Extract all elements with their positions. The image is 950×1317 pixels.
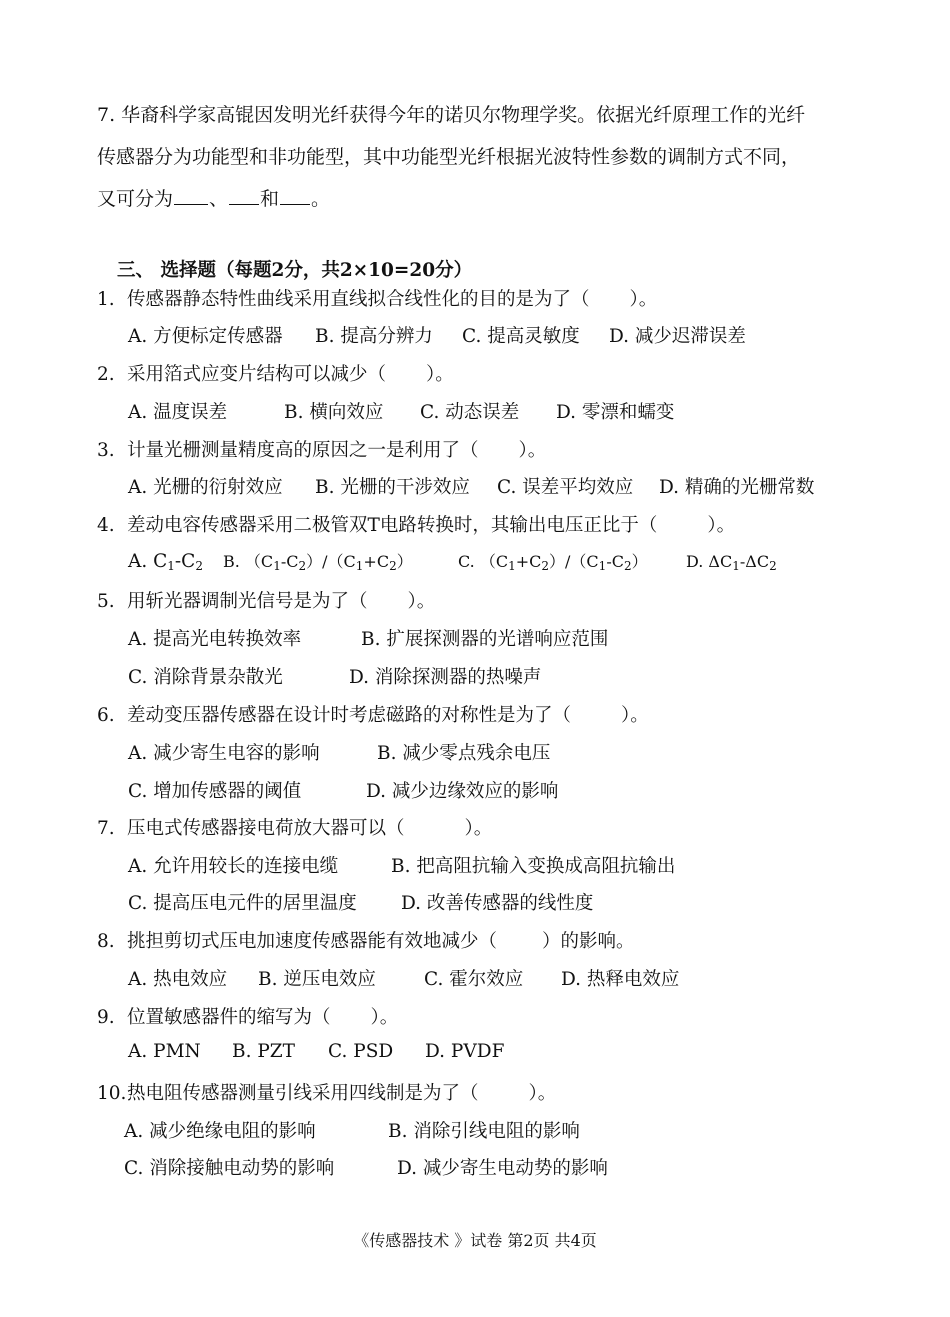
q7-line-3: 又可分为 、 和 。 xyxy=(97,180,857,218)
question-2: 2. 采用箔式应变片结构可以减少（ ）。 xyxy=(97,364,454,385)
options-5b xyxy=(128,663,541,689)
option-b[interactable]: B. 提高分辨力 xyxy=(315,326,433,347)
options-9 xyxy=(128,1041,504,1062)
question-3: 3. 计量光栅测量精度高的原因之一是利用了（ ）。 xyxy=(97,440,547,461)
question-10: 10.热电阻传感器测量引线采用四线制是为了（ ）。 xyxy=(97,1083,557,1104)
option-b[interactable]: B. 减少零点残余电压 xyxy=(377,743,551,764)
option-c[interactable]: C. 消除背景杂散光 xyxy=(128,667,283,688)
option-a[interactable]: A. 允许用较长的连接电缆 xyxy=(128,856,339,877)
option-c[interactable]: C. 提高灵敏度 xyxy=(462,326,580,347)
options-4 xyxy=(128,549,777,573)
option-a[interactable]: A. 温度误差 xyxy=(128,402,228,423)
question-9: 9. 位置敏感器件的缩写为（ ）。 xyxy=(97,1007,399,1028)
option-b[interactable]: B. $(C_1-C_2)/(C_1+C_2)$ xyxy=(223,552,413,573)
option-b[interactable]: B. 扩展探测器的光谱响应范围 xyxy=(361,629,609,650)
option-d[interactable]: D. 热释电效应 xyxy=(561,969,680,990)
option-a[interactable]: A. PMN xyxy=(128,1041,201,1062)
question-4: 4. 差动电容传感器采用二极管双T电路转换时，其输出电压正比于（ ）。 xyxy=(97,515,736,536)
options-10a xyxy=(124,1117,580,1143)
option-a[interactable]: A. 方便标定传感器 xyxy=(128,326,283,347)
option-a[interactable]: A. $C_1-C_2$ xyxy=(128,551,203,573)
options-8 xyxy=(128,965,679,991)
answer-blank-3[interactable] xyxy=(280,184,310,205)
options-7b xyxy=(128,889,593,915)
question-6: 6. 差动变压器传感器在设计时考虑磁路的对称性是为了（ ）。 xyxy=(97,705,649,726)
option-b[interactable]: B. 光栅的干涉效应 xyxy=(315,477,470,498)
option-a[interactable]: A. 热电效应 xyxy=(128,969,228,990)
q7-line-1: 7. 华裔科学家高锟因发明光纤获得今年的诺贝尔物理学奖。依据光纤原理工作的光纤 xyxy=(97,104,806,126)
option-c[interactable]: C. 提高压电元件的居里温度 xyxy=(128,893,357,914)
option-c[interactable]: C. $(C_1+C_2)/(C_1-C_2)$ xyxy=(458,552,648,573)
option-d[interactable]: D. 精确的光栅常数 xyxy=(659,477,815,498)
options-3 xyxy=(128,473,814,499)
option-b[interactable]: B. 把高阻抗输入变换成高阻抗输出 xyxy=(391,856,676,877)
section-heading-choice: 三、 选择题（每题2分，共2×10=20分） xyxy=(117,260,473,281)
option-a[interactable]: A. 光栅的衍射效应 xyxy=(128,477,283,498)
option-b[interactable]: B. 消除引线电阻的影响 xyxy=(388,1121,580,1142)
option-d[interactable]: D. 减少寄生电动势的影响 xyxy=(397,1158,608,1179)
options-6a xyxy=(128,739,550,765)
options-5a xyxy=(128,625,608,651)
option-c[interactable]: C. PSD xyxy=(328,1041,394,1062)
option-d[interactable]: D. 减少迟滞误差 xyxy=(609,326,746,347)
option-a[interactable]: A. 提高光电转换效率 xyxy=(128,629,302,650)
option-c[interactable]: C. 消除接触电动势的影响 xyxy=(124,1158,335,1179)
option-d[interactable]: D. 改善传感器的线性度 xyxy=(401,893,594,914)
options-1 xyxy=(128,322,746,348)
option-c[interactable]: C. 误差平均效应 xyxy=(497,477,634,498)
option-d[interactable]: D. 消除探测器的热噪声 xyxy=(349,667,542,688)
option-b[interactable]: B. 逆压电效应 xyxy=(258,969,376,990)
options-10b xyxy=(124,1154,608,1180)
question-7: 7. 压电式传感器接电荷放大器可以（ ）。 xyxy=(97,818,493,839)
option-b[interactable]: B. PZT xyxy=(232,1041,295,1062)
option-d[interactable]: D. 零漂和蠕变 xyxy=(556,402,675,423)
fill-in-question-7 xyxy=(97,96,857,218)
option-a[interactable]: A. 减少寄生电容的影响 xyxy=(128,743,320,764)
option-a[interactable]: A. 减少绝缘电阻的影响 xyxy=(124,1121,316,1142)
option-b[interactable]: B. 横向效应 xyxy=(284,402,384,423)
option-c[interactable]: C. 动态误差 xyxy=(420,402,520,423)
options-2 xyxy=(128,398,674,424)
options-6b xyxy=(128,777,558,803)
option-d[interactable]: D. $\Delta C_1-\Delta C_2$ xyxy=(686,552,777,573)
page-footer: 《传感器技术 》试卷 第2页 共4页 xyxy=(353,1231,597,1250)
answer-blank-2[interactable] xyxy=(229,184,259,205)
answer-blank-1[interactable] xyxy=(174,184,208,205)
options-7a xyxy=(128,852,675,878)
question-5: 5. 用斩光器调制光信号是为了（ ）。 xyxy=(97,591,436,612)
option-d[interactable]: D. PVDF xyxy=(425,1041,505,1062)
option-c[interactable]: C. 增加传感器的阈值 xyxy=(128,781,302,802)
q7-line-2: 传感器分为功能型和非功能型，其中功能型光纤根据光波特性参数的调制方式不同， xyxy=(97,146,801,168)
option-c[interactable]: C. 霍尔效应 xyxy=(424,969,524,990)
question-1: 1. 传感器静态特性曲线采用直线拟合线性化的目的是为了（ ）。 xyxy=(97,289,658,310)
option-d[interactable]: D. 减少边缘效应的影响 xyxy=(366,781,559,802)
question-8: 8. 挑担剪切式压电加速度传感器能有效地减少（ ）的影响。 xyxy=(97,931,635,952)
